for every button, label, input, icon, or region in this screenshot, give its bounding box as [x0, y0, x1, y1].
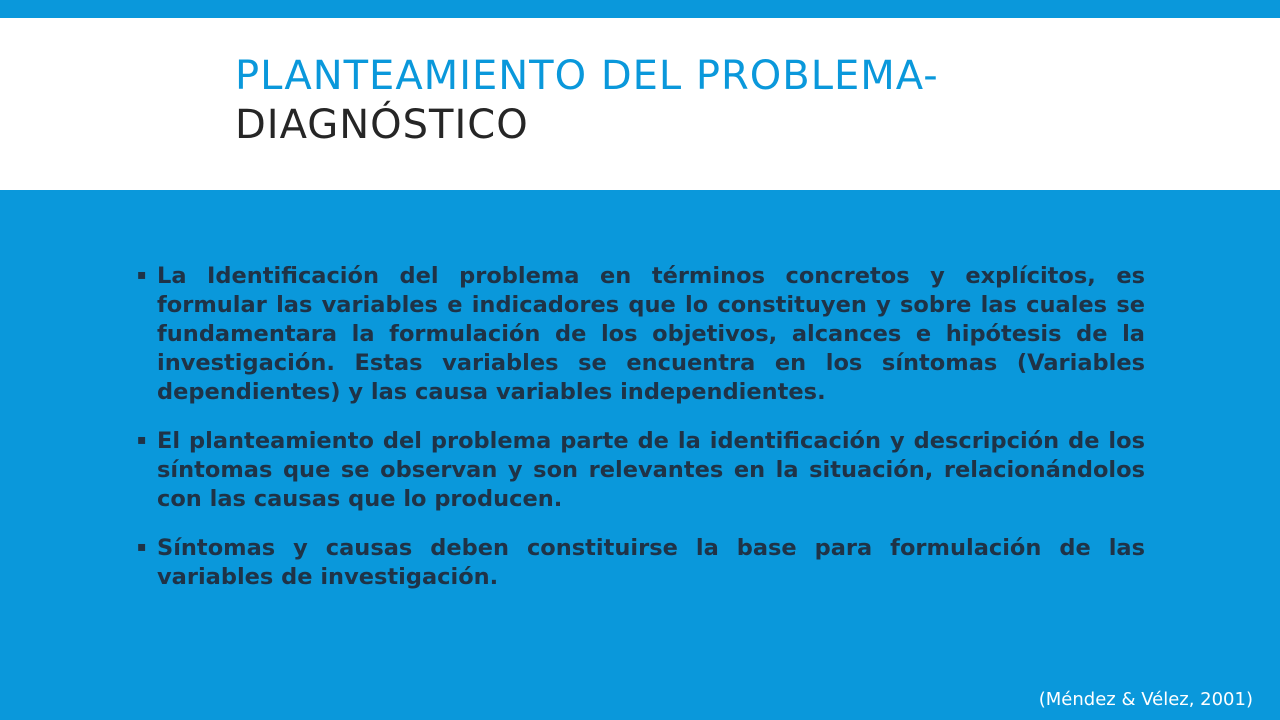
bullet-square-icon: ▪ [137, 539, 147, 555]
bullet-item [133, 262, 1145, 407]
bullet-text: El planteamiento del problema parte de la identificación y descripción de los síntomas que se observan y son relevantes en la situación, relacionándolos con las causas que lo producen. [157, 428, 1145, 512]
slide-title-line-1: PLANTEAMIENTO DEL PROBLEMA- [235, 53, 939, 99]
bullet-square-icon: ▪ [137, 432, 147, 448]
bullet-item [133, 534, 1145, 592]
bullet-text: La Identificación del problema en términos concretos y explícitos, es formular las variables e indicadores que lo constituyen y sobre las cuales se fundamentara la formulación de los objetivos, alcances e hipótesis de la investigación. Estas variables se encuentra en los síntomas (Variables dependientes) y las causa variables independientes. [157, 263, 1145, 405]
bullet-item [133, 427, 1145, 514]
slide-title [235, 52, 939, 150]
slide-title-line-2: DIAGNÓSTICO [235, 102, 529, 148]
bullet-text: Síntomas y causas deben constituirse la base para formulación de las variables de investigación. [157, 535, 1145, 590]
bullet-list [133, 262, 1145, 612]
citation: (Méndez & Vélez, 2001) [1038, 689, 1253, 710]
bullet-square-icon: ▪ [137, 267, 147, 283]
